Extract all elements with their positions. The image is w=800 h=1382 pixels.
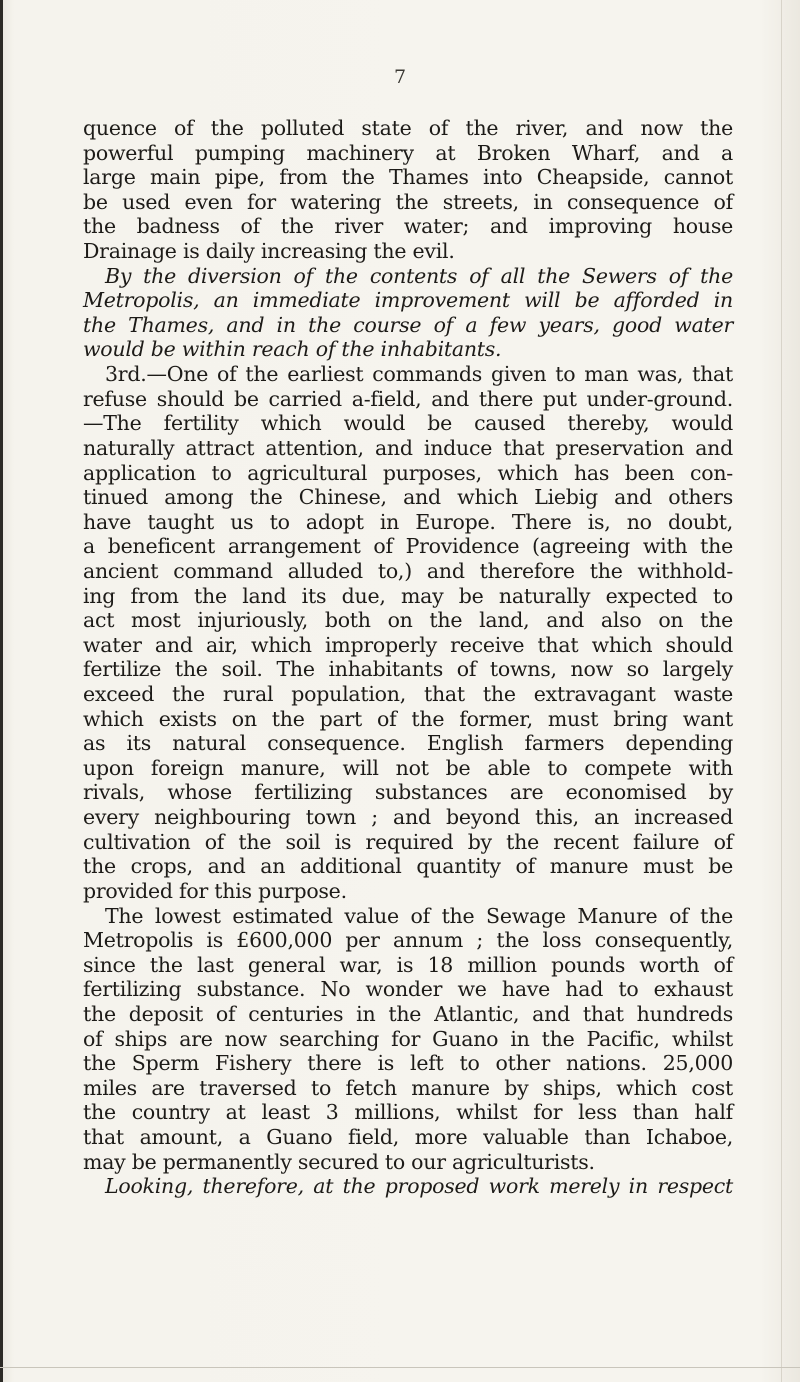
text-line: Metropolis, an immediate improvement will be afforded in (83, 288, 733, 313)
text-line: powerful pumping machinery at Broken Wharf, and a (83, 140, 733, 165)
text-line: cultivation of the soil is required by the recent failure of (83, 829, 733, 854)
text-line: the Sperm Fishery there is left to other nations. 25,000 (83, 1051, 733, 1076)
text-line: Drainage is daily increasing the evil. (83, 239, 455, 264)
text-line: be used even for watering the streets, in consequence of (83, 189, 733, 214)
text-line: which exists on the part of the former, must bring want (83, 706, 733, 731)
text-line: the Thames, and in the course of a few years, good water (83, 312, 733, 337)
text-line: of ships are now searching for Guano in the Pacific, whilst (83, 1026, 733, 1051)
text-line: Metropolis is £600,000 per annum ; the loss consequently, (83, 928, 733, 953)
text-line: that amount, a Guano field, more valuable than Ichaboe, (83, 1124, 733, 1149)
text-line: ancient command alluded to,) and therefore the withhold- (83, 558, 733, 583)
text-line: the deposit of centuries in the Atlantic, and that hundreds (83, 1001, 733, 1026)
text-line: may be permanently secured to our agriculturists. (83, 1149, 595, 1174)
text-line: ing from the land its due, may be naturally expected to (83, 583, 733, 608)
text-line: large main pipe, from the Thames into Cheapside, cannot (83, 165, 733, 190)
text-line: water and air, which improperly receive that which should (83, 632, 733, 657)
text-line: miles are traversed to fetch manure by ships, which cost (83, 1075, 733, 1100)
text-line: By the diversion of the contents of all the Sewers of the (105, 263, 733, 288)
text-line: exceed the rural population, that the extravagant waste (83, 682, 733, 707)
text-line: provided for this purpose. (83, 878, 347, 903)
text-line: the country at least 3 millions, whilst for less than half (83, 1100, 733, 1125)
text-line: tinued among the Chinese, and which Liebig and others (83, 485, 733, 510)
text-line: the crops, and an additional quantity of manure must be (83, 854, 733, 879)
text-line: would be within reach of the inhabitants. (83, 337, 502, 362)
page-left-edge (0, 0, 3, 1382)
page-right-fold (781, 0, 782, 1382)
text-line: upon foreign manure, will not be able to compete with (83, 755, 733, 780)
text-line: the badness of the river water; and improving house (83, 214, 733, 239)
text-line: 3rd.—One of the earliest commands given to man was, that (105, 362, 733, 387)
text-line: since the last general war, is 18 million pounds worth of (83, 952, 733, 977)
text-line: a beneficent arrangement of Providence (agreeing with the (83, 534, 733, 559)
text-line: refuse should be carried a-field, and there put under-ground. (83, 386, 733, 411)
text-line: Looking, therefore, at the proposed work merely in respect (105, 1174, 733, 1199)
text-line: naturally attract attention, and induce that preservation and (83, 435, 733, 460)
body-text (83, 116, 733, 1199)
text-line: fertilizing substance. No wonder we have had to exhaust (83, 977, 733, 1002)
text-line: as its natural consequence. English farmers depending (83, 731, 733, 756)
text-line: quence of the polluted state of the river, and now the (83, 116, 733, 140)
text-line: rivals, whose fertilizing substances are economised by (83, 780, 733, 805)
text-line: act most injuriously, both on the land, and also on the (83, 608, 733, 633)
text-line: application to agricultural purposes, which has been con- (83, 460, 733, 485)
text-line: fertilize the soil. The inhabitants of towns, now so largely (83, 657, 733, 682)
text-line: —The fertility which would be caused thereby, would (83, 411, 733, 436)
text-line: have taught us to adopt in Europe. There is, no doubt, (83, 509, 733, 534)
page-number: 7 (393, 66, 407, 88)
text-line: every neighbouring town ; and beyond this, an increased (83, 805, 733, 830)
page-bottom-edge (0, 1367, 800, 1368)
text-line: The lowest estimated value of the Sewage Manure of the (105, 903, 733, 928)
